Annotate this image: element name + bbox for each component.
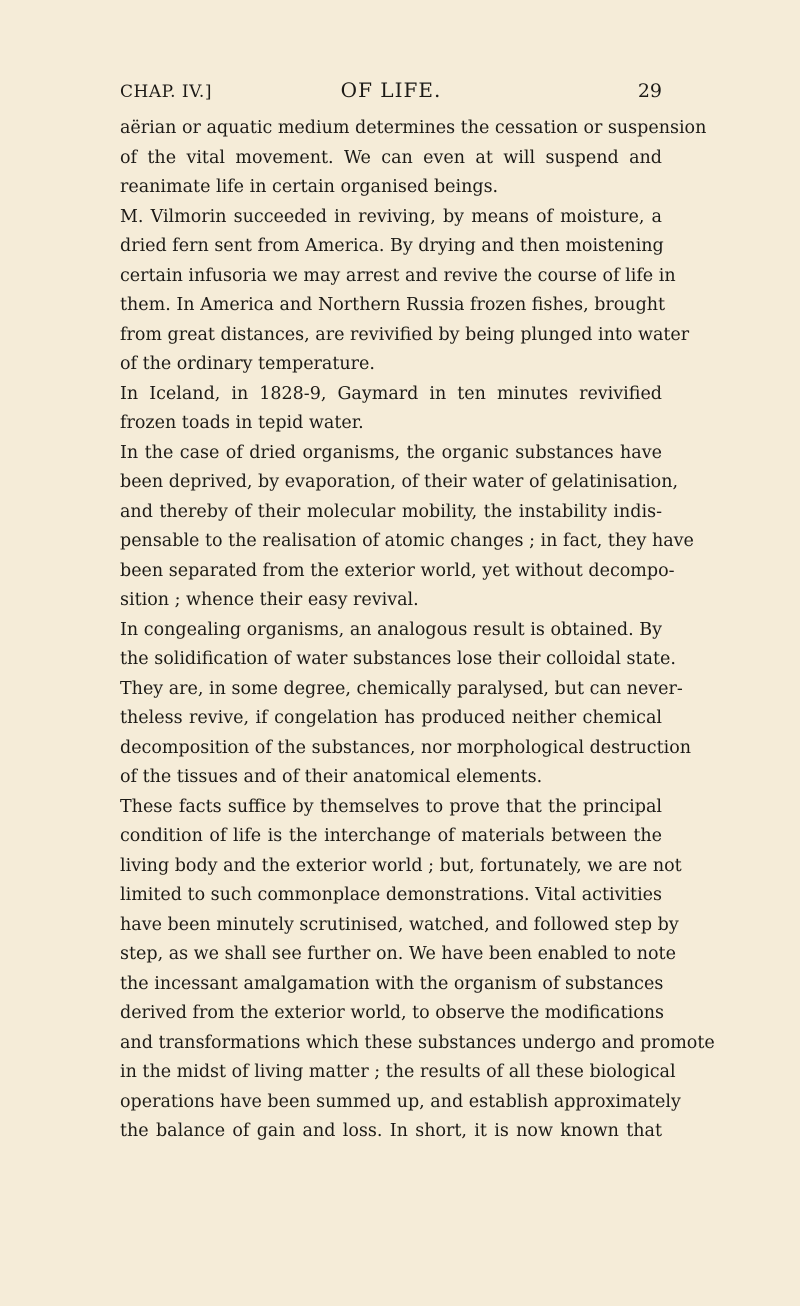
- text-line: sition ; whence their easy revival.: [120, 590, 419, 610]
- page-title: OF LIFE.: [340, 78, 442, 102]
- text-line: been deprived, by evaporation, of their water of gelatinisation,: [120, 472, 679, 492]
- text-line: theless revive, if congelation has produced neither chemical: [120, 708, 662, 728]
- text-line: In Iceland, in 1828-9, Gaymard in ten minutes revivified: [120, 383, 662, 404]
- text-line: derived from the exterior world, to observe the modifications: [120, 1003, 664, 1023]
- text-line: frozen toads in tepid water.: [120, 413, 364, 433]
- text-line: the balance of gain and loss. In short, it is now known that: [120, 1121, 662, 1141]
- text-line: limited to such commonplace demonstrations. Vital activities: [120, 885, 663, 905]
- text-line: living body and the exterior world ; but, fortunately, we are not: [120, 855, 682, 876]
- text-line: of the vital movement. We can even at will suspend and: [120, 147, 662, 168]
- text-line: reanimate life in certain organised beings.: [120, 177, 499, 197]
- text-line: the incessant amalgamation with the organism of substances: [120, 973, 664, 994]
- chapter-label: CHAP. IV.]: [120, 82, 212, 102]
- text-line: and thereby of their molecular mobility, the instability indis-: [120, 501, 662, 522]
- text-line: step, as we shall see further on. We have been enabled to note: [120, 944, 676, 964]
- text-line: in the midst of living matter ; the results of all these biological: [120, 1062, 676, 1082]
- text-line: In the case of dried organisms, the organic substances have: [120, 442, 662, 463]
- text-line: decomposition of the substances, nor morphological destruction: [120, 737, 692, 758]
- text-line: from great distances, are revivified by being plunged into water: [120, 324, 690, 345]
- text-line: In congealing organisms, an analogous result is obtained. By: [120, 619, 662, 640]
- text-line: certain infusoria we may arrest and revive the course of life in: [120, 265, 676, 286]
- text-line: These facts suffice by themselves to prove that the principal: [120, 796, 662, 817]
- text-line: M. Vilmorin succeeded in reviving, by means of moisture, a: [120, 206, 662, 227]
- text-line: been separated from the exterior world, yet without decompo-: [120, 560, 675, 581]
- text-line: They are, in some degree, chemically paralysed, but can never-: [120, 678, 683, 699]
- text-line: have been minutely scrutinised, watched, and followed step by: [120, 914, 679, 935]
- body-text: [120, 114, 715, 1147]
- text-line: of the tissues and of their anatomical elements.: [120, 767, 543, 787]
- text-line: dried fern sent from America. By drying and then moistening: [120, 236, 664, 256]
- text-line: and transformations which these substances undergo and promote: [120, 1032, 715, 1053]
- text-line: of the ordinary temperature.: [120, 354, 375, 374]
- text-line: pensable to the realisation of atomic changes ; in fact, they have: [120, 531, 694, 551]
- text-line: condition of life is the interchange of materials between the: [120, 826, 662, 846]
- text-line: them. In America and Northern Russia frozen fishes, brought: [120, 295, 666, 315]
- text-line: the solidification of water substances lose their colloidal state.: [120, 649, 676, 669]
- page-number: 29: [637, 80, 662, 102]
- text-line: aërian or aquatic medium determines the cessation or suspension: [120, 118, 707, 138]
- running-head: [120, 78, 662, 108]
- text-line: operations have been summed up, and establish approximately: [120, 1091, 681, 1112]
